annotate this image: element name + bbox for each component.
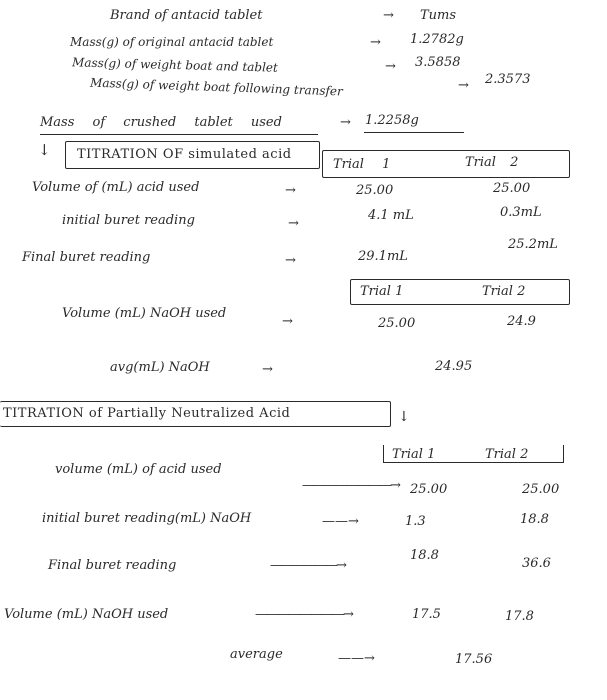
arrow-icon: ————————→ (302, 478, 399, 493)
arrow-icon: → (340, 115, 351, 130)
partial-row-label: Final buret reading (48, 558, 177, 573)
naoh-trial2-header: Trial 2 (482, 284, 526, 299)
sim-row-t1: 29.1mL (358, 249, 408, 264)
arrow-icon: → (285, 183, 296, 198)
arrow-icon: ——→ (338, 651, 375, 666)
avg-label: avg(mL) NaOH (110, 360, 210, 375)
partial-row-label: initial buret reading(mL) NaOH (42, 511, 252, 526)
arrow-icon: ————————→ (255, 607, 352, 622)
underline (40, 134, 318, 135)
partial-row-t2: 25.00 (522, 482, 560, 497)
mass-original-label: Mass(g) of original antacid tablet (70, 35, 274, 49)
sim-row-t1: 4.1 mL (368, 208, 414, 223)
arrow-icon: ——————→ (270, 558, 345, 573)
trial-header-divider (383, 445, 384, 463)
arrow-icon: → (288, 216, 299, 231)
mass-after-label: Mass(g) of weight boat following transfer (89, 75, 344, 99)
sim-row-t2: 0.3mL (500, 205, 542, 220)
partial-row-t2: 18.8 (520, 512, 549, 527)
arrow-icon: → (370, 35, 381, 50)
partial-trial1-header: Trial 1 (392, 447, 436, 462)
partial-row-label: Volume (mL) NaOH used (4, 607, 169, 622)
partial-row-t1: 25.00 (410, 482, 448, 497)
mass-original-value: 1.2782g (410, 32, 464, 47)
partial-row-t1: 17.5 (412, 607, 441, 622)
mass-after-value: 2.3573 (485, 72, 531, 87)
partial-row-t1: 18.8 (410, 548, 439, 563)
arrow-icon: → (383, 8, 394, 23)
arrow-icon: → (262, 362, 273, 377)
mass-crushed-value: 1.2258g (365, 113, 419, 128)
trial-header-divider (563, 445, 564, 463)
underline (364, 132, 464, 133)
brand-label: Brand of antacid tablet (110, 8, 263, 23)
avg-value: 24.95 (435, 359, 473, 374)
partial-row-label: volume (mL) of acid used (55, 462, 222, 477)
sim-row-label: initial buret reading (62, 213, 195, 228)
sim-row-t2: 25.00 (493, 181, 531, 196)
simulated-trial2-header: Trial 2 (465, 155, 519, 170)
mass-boat-label: Mass(g) of weight boat and tablet (71, 55, 279, 75)
naoh-t2: 24.9 (507, 314, 536, 329)
down-arrow-icon: ↓ (38, 141, 51, 159)
sim-row-label: Final buret reading (22, 250, 151, 265)
partial-row-t2: 36.6 (522, 556, 551, 571)
arrow-icon: → (458, 78, 469, 93)
arrow-icon: → (385, 59, 396, 74)
partial-average-label: average (230, 647, 283, 662)
simulated-trial1-header: Trial 1 (333, 157, 391, 172)
naoh-label: Volume (mL) NaOH used (62, 306, 227, 321)
partial-heading: TITRATION of Partially Neutralized Acid (3, 406, 291, 421)
partial-row-t2: 17.8 (505, 609, 534, 624)
down-arrow-icon: ↓ (398, 409, 410, 425)
sim-row-t1: 25.00 (356, 183, 394, 198)
arrow-icon: → (282, 314, 293, 329)
sim-row-t2: 25.2mL (508, 237, 558, 252)
arrow-icon: → (285, 253, 296, 268)
mass-crushed-label: Mass of crushed tablet used (40, 115, 282, 130)
arrow-icon: ——→ (322, 514, 359, 529)
naoh-t1: 25.00 (378, 316, 416, 331)
sim-row-label: Volume of (mL) acid used (32, 180, 200, 195)
partial-trial2-header: Trial 2 (485, 447, 529, 462)
mass-boat-value: 3.5858 (415, 55, 461, 70)
naoh-trial1-header: Trial 1 (360, 284, 404, 299)
simulated-heading: TITRATION OF simulated acid (77, 147, 292, 162)
trial-header-underline (383, 462, 563, 463)
partial-average-value: 17.56 (455, 652, 493, 667)
partial-row-t1: 1.3 (405, 514, 426, 529)
brand-value: Tums (420, 8, 457, 23)
